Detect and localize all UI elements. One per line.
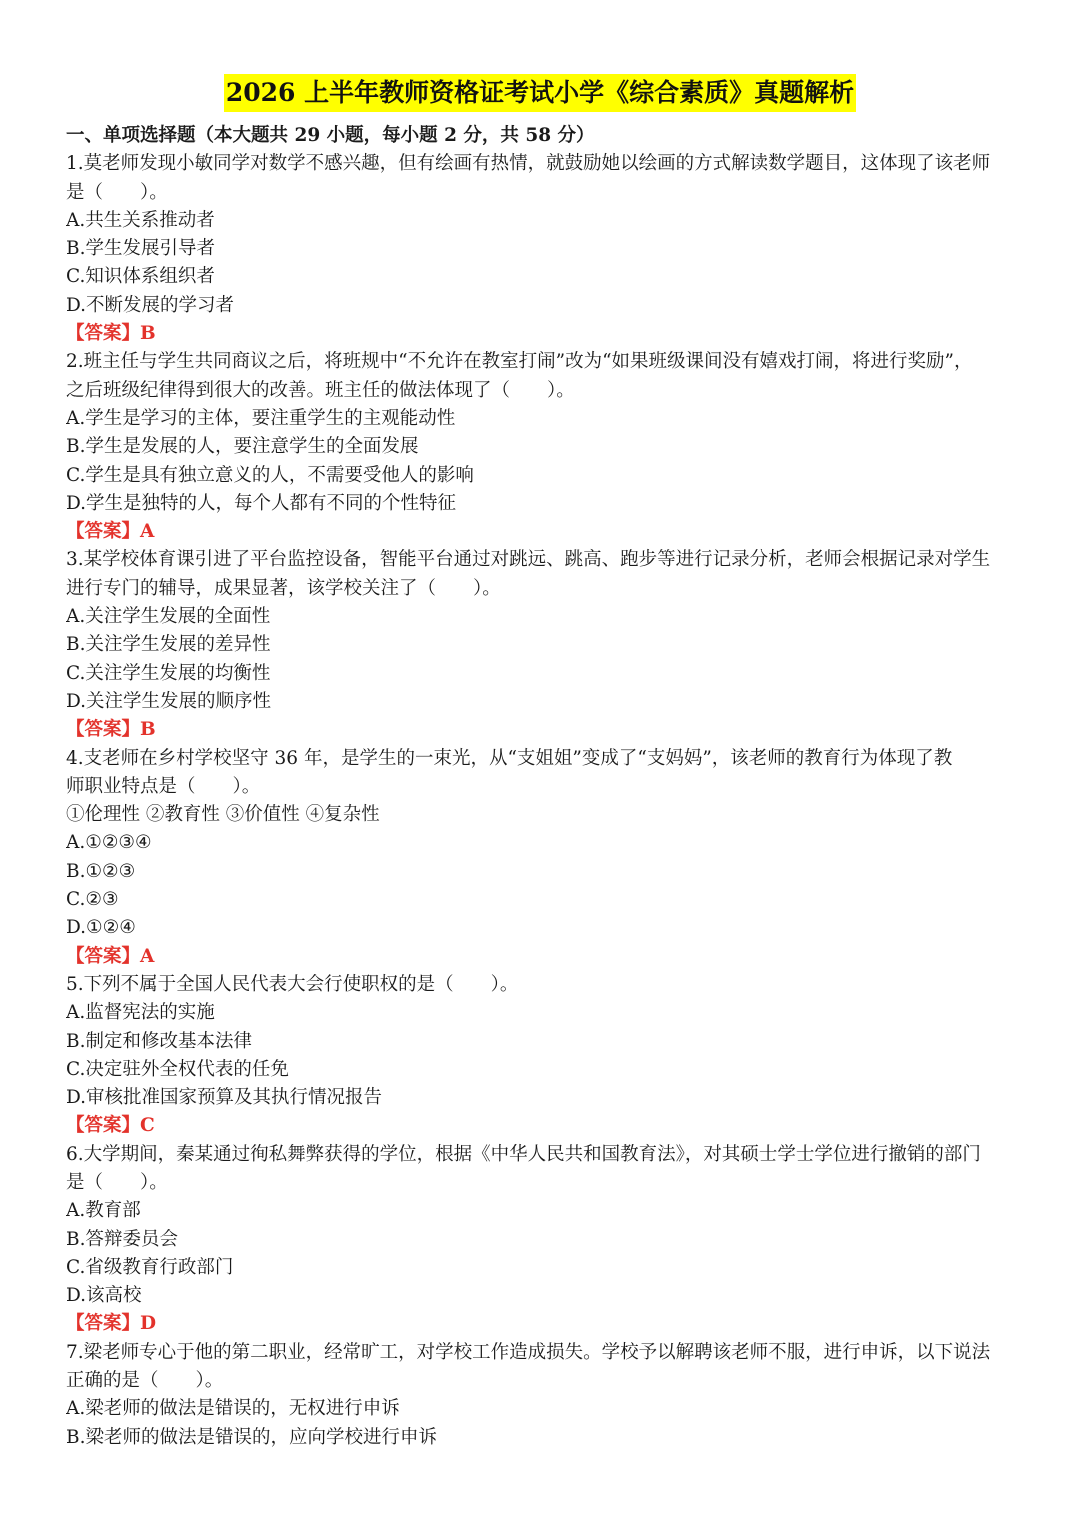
option-item: C.②③ [66,889,119,911]
question-block [66,1339,1026,1452]
option-item: B.制定和修改基本法律 [66,1030,252,1052]
section-heading: 一、单项选择题（本大题共 29 小题，每小题 2 分，共 58 分） [66,125,595,146]
option-item: A.梁老师的做法是错误的，无权进行申诉 [66,1398,400,1420]
option-item: A.监督宪法的实施 [66,1002,215,1024]
option-item: B.①②③ [66,860,136,882]
question-stem-line: 4.支老师在乡村学校坚守 36 年，是学生的一束光，从“支姐姐”变成了“支妈妈”，该老师的教育行为体现了教 [66,747,953,769]
answer-label: 【答案】B [66,323,156,345]
document-title: 2026 上半年教师资格证考试小学《综合素质》真题解析 [224,74,856,112]
option-item: B.答辩委员会 [66,1228,178,1250]
option-item: A.关注学生发展的全面性 [66,606,271,628]
question-block [66,546,1026,744]
question-block [66,1141,1026,1339]
answer-label: 【答案】A [66,521,155,543]
question-stem-line: 1.莫老师发现小敏同学对数学不感兴趣，但有绘画有热情，就鼓励她以绘画的方式解读数学题目，这体现了该老师 [66,153,991,175]
title-wrap [0,74,1080,112]
option-item: A.①②③④ [66,832,152,854]
question-stem-line: 5.下列不属于全国人民代表大会行使职权的是（ ）。 [66,973,519,995]
option-item: D.审核批准国家预算及其执行情况报告 [66,1087,383,1109]
option-item: D.不断发展的学习者 [66,294,235,316]
answer-label: 【答案】B [66,719,156,741]
option-item: C.决定驻外全权代表的任免 [66,1058,289,1080]
question-list [66,150,1026,1452]
option-item: B.学生是发展的人，要注意学生的全面发展 [66,436,419,458]
question-block [66,150,1026,348]
option-item: B.学生发展引导者 [66,238,215,260]
question-stem-line: 之后班级纪律得到很大的改善。班主任的做法体现了（ ）。 [66,379,575,401]
question-stem-line: 7.梁老师专心于他的第二职业，经常旷工，对学校工作造成损失。学校予以解聘该老师不服，进行申诉，以下说法 [66,1341,991,1363]
option-item: D.①②④ [66,917,136,939]
answer-label: 【答案】A [66,945,155,967]
option-item: B.梁老师的做法是错误的，应向学校进行申诉 [66,1426,437,1448]
option-item: C.知识体系组织者 [66,266,215,288]
question-stem-line: 正确的是（ ）。 [66,1370,224,1392]
question-block [66,745,1026,971]
answer-label: 【答案】D [66,1313,157,1335]
option-item: D.关注学生发展的顺序性 [66,690,272,712]
question-stem-line: 6.大学期间，秦某通过徇私舞弊获得的学位，根据《中华人民共和国教育法》，对其硕士学士学位进行撤销的部门 [66,1143,981,1165]
answer-label: 【答案】C [66,1115,155,1137]
document-body [66,122,1026,1452]
question-block [66,348,1026,546]
question-block [66,971,1026,1141]
question-stem-line: 3.某学校体育课引进了平台监控设备，智能平台通过对跳远、跳高、跑步等进行记录分析，老师会根据记录对学生 [66,549,991,571]
question-stem-line: 进行专门的辅导，成果显著，该学校关注了（ ）。 [66,577,501,599]
question-stem-line: ①伦理性 ②教育性 ③价值性 ④复杂性 [66,804,380,826]
question-stem-line: 师职业特点是（ ）。 [66,775,261,797]
option-item: A.学生是学习的主体，要注重学生的主观能动性 [66,407,456,429]
option-item: A.教育部 [66,1200,141,1222]
question-stem-line: 是（ ）。 [66,181,168,203]
option-item: A.共生关系推动者 [66,209,215,231]
option-item: C.关注学生发展的均衡性 [66,662,271,684]
option-item: D.学生是独特的人，每个人都有不同的个性特征 [66,492,457,514]
option-item: D.该高校 [66,1285,142,1307]
question-stem-line: 是（ ）。 [66,1171,168,1193]
option-item: C.省级教育行政部门 [66,1256,234,1278]
option-item: B.关注学生发展的差异性 [66,634,271,656]
option-item: C.学生是具有独立意义的人，不需要受他人的影响 [66,464,474,486]
question-stem-line: 2.班主任与学生共同商议之后，将班规中“不允许在教室打闹”改为“如果班级课间没有嬉戏打闹，将进行奖励”， [66,351,973,373]
